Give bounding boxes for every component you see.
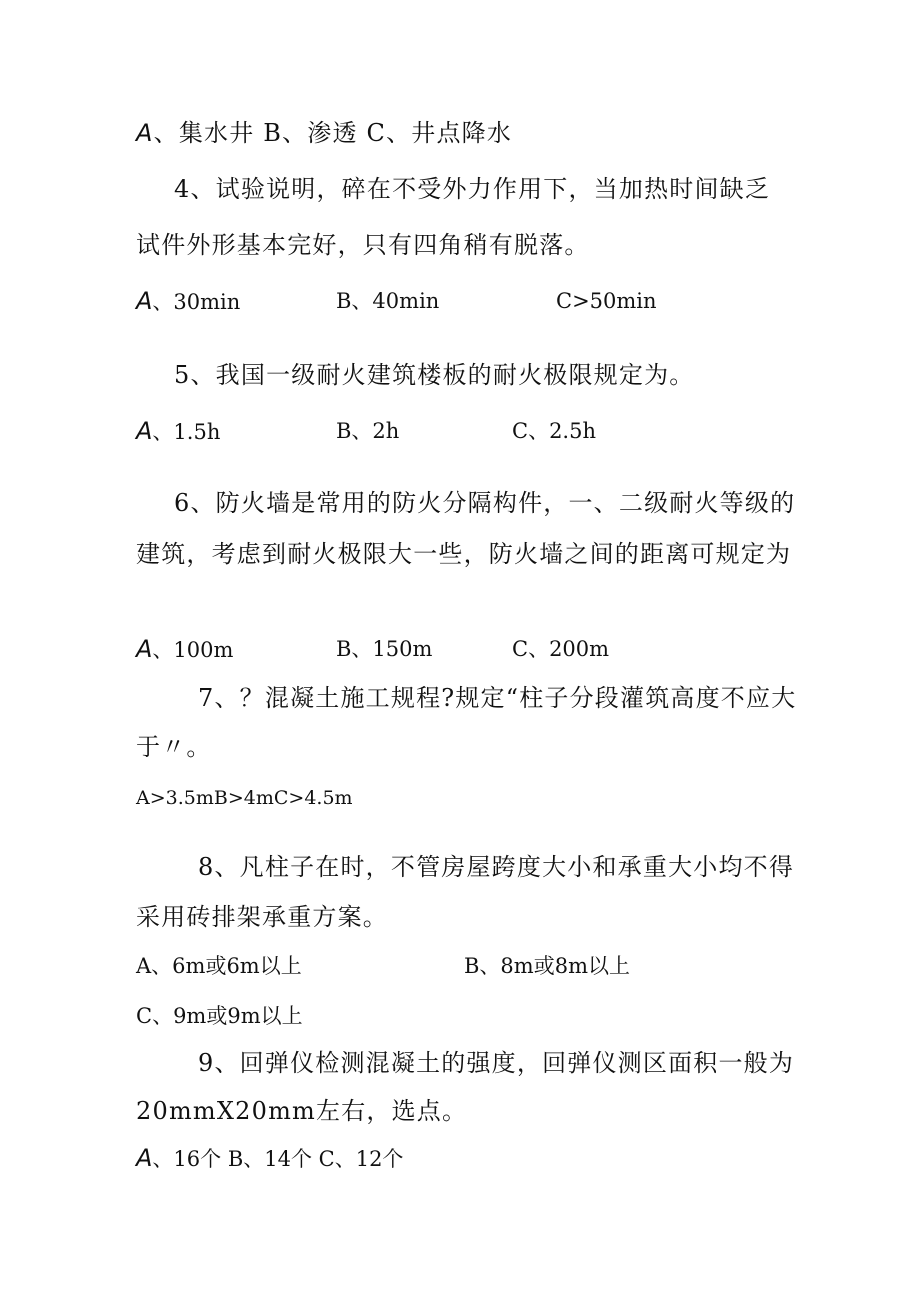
question-6-text-cont: 建筑，考虑到耐火极限大一些，防火墙之间的距离可规定为 [136, 540, 792, 568]
option-letter: A [136, 119, 154, 147]
question-7-options: A>3.5mB>4mC>4.5m [136, 787, 353, 809]
question-4-option-a [136, 286, 240, 317]
question-6-option-c: C、200m [512, 637, 610, 661]
question-5-option-b: B、2h [336, 419, 400, 443]
question-8-option-c: C、9m或9m以上 [136, 1004, 303, 1028]
question-4-option-b: B、40min [336, 289, 440, 313]
option-letter: A [136, 1144, 153, 1172]
question-6-option-a [136, 634, 233, 665]
option-a-text: 、30min [152, 290, 241, 314]
option-a-text: 、100m [152, 638, 234, 662]
options-text: 、16个 B、14个 C、12个 [152, 1147, 404, 1171]
question-6-text: 6、防火墙是常用的防火分隔构件，一、二级耐火等级的 [174, 489, 796, 517]
question-3-options [136, 118, 512, 148]
question-4-text: 4、试验说明，碎在不受外力作用下，当加热时间缺乏 [174, 175, 771, 203]
question-8-option-a: A、6m或6m以上 [136, 954, 302, 978]
option-letter: A [136, 635, 153, 663]
question-7-text-cont: 于〃。 [136, 733, 212, 761]
option-a-text: 、1.5h [152, 420, 221, 444]
question-5-option-a [136, 416, 220, 447]
question-8-option-b: B、8m或8m以上 [464, 954, 630, 978]
question-5-text: 5、我国一级耐火建筑楼板的耐火极限规定为。 [174, 361, 695, 389]
question-8-text: 8、凡柱子在时，不管房屋跨度大小和承重大小均不得 [198, 853, 795, 881]
question-6-option-b: B、150m [336, 637, 433, 661]
question-9-text-cont: 20mmX20mm左右，选点。 [136, 1097, 468, 1125]
question-9-text: 9、回弹仪检测混凝土的强度，回弹仪测区面积一般为 [198, 1049, 795, 1077]
question-4-option-c: C>50min [556, 289, 657, 313]
question-5-option-c: C、2.5h [512, 419, 596, 443]
option-letter: A [136, 287, 153, 315]
option-letter: A [136, 417, 153, 445]
question-4-text-cont: 试件外形基本完好，只有四角稍有脱落。 [136, 231, 590, 259]
question-9-options [136, 1143, 403, 1174]
question-7-text: 7、？混凝土施工规程?规定“柱子分段灌筑高度不应大 [198, 684, 797, 712]
options-text: 、集水井 B、渗透 C、井点降水 [153, 119, 513, 147]
question-8-text-cont: 采用砖排架承重方案。 [136, 903, 388, 931]
